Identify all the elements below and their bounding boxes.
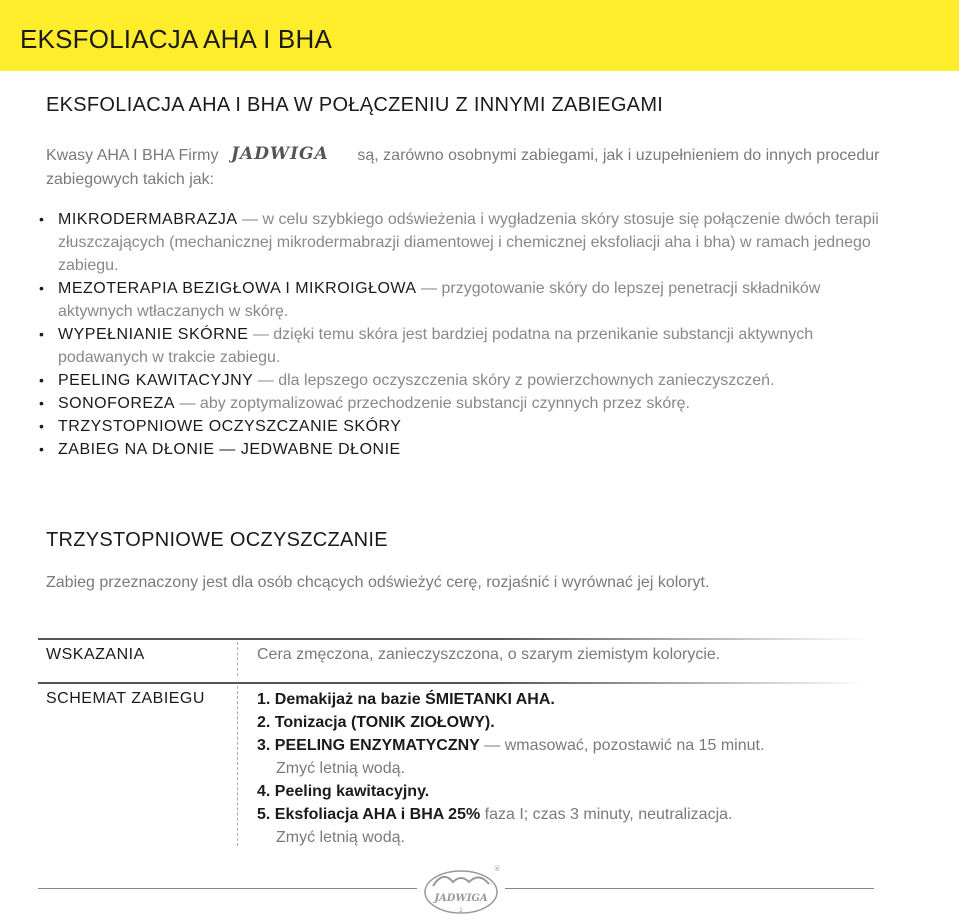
column-separator [237,642,238,676]
list-item [257,688,877,711]
bullet-icon: • [39,441,44,457]
table-middle-divider [38,682,868,684]
jadwiga-brand-logo [229,143,347,163]
treatment-description: aby zoptymalizować przechodzenie substancji czynnych przez skórę. [199,395,690,412]
list-item [257,803,877,849]
treatment-name: WYPEŁNIANIE SKÓRNE [58,326,249,343]
list-item [36,438,886,461]
jadwiga-footer-logo [417,862,505,917]
list-item [36,277,886,323]
list-item [36,415,886,438]
treatment-name: SONOFOREZA [58,395,176,412]
treatment-description-paragraph: Zabieg przeznaczony jest dla osób chcących odświeżyć cerę, rozjaśnić i wyrównać jej koloryt. [46,574,710,591]
dash-separator: — [242,211,259,228]
list-item [257,711,877,734]
list-item [257,780,877,803]
treatment-name: MEZOTERAPIA BEZIGŁOWA I MIKROIGŁOWA [58,280,417,297]
bullet-icon: • [39,395,44,411]
step-title: Tonizacja (TONIK ZIOŁOWY). [274,714,495,731]
dash-separator: — [179,395,196,412]
step-number: 5. [257,806,271,823]
page-title: EKSFOLIACJA AHA I BHA [20,24,332,54]
footer-logo-text: JADWIGA [434,893,488,904]
page-number: 2 [459,907,463,914]
treatment-list [36,208,886,461]
step-detail: faza I; czas 3 minuty, neutralizacja. [480,806,733,823]
section-title-cleansing: TRZYSTOPNIOWE OCZYSZCZANIE [46,529,388,551]
indications-label: WSKAZANIA [46,646,145,663]
dash-separator: — [252,326,269,343]
bullet-icon: • [39,211,44,227]
dash-separator: — [421,280,438,297]
treatment-name: TRZYSTOPNIOWE OCZYSZCZANIE SKÓRY [58,418,402,435]
step-number: 4. [257,783,271,800]
treatment-description: w celu szybkiego odświeżenia i wygładzenia skóry stosuje się połączenie dwóch terapii złuszczających (mechanicznej mikrodermabrazji diamentowej i chemicznej eksfoliacji aha i bha) w ramach jednego zabiegu. [58,211,879,274]
bullet-icon: • [39,326,44,342]
table-top-divider [38,638,868,640]
procedure-steps [257,688,877,849]
intro-text-before: Kwasy AHA I BHA Firmy [46,147,219,164]
bullet-icon: • [39,418,44,434]
header-banner [0,0,959,71]
step-title: Demakijaż na bazie ŚMIETANKI AHA. [274,691,555,708]
procedure-scheme-label: SCHEMAT ZABIEGU [46,690,205,707]
bullet-icon: • [39,280,44,296]
section-title-combinations: EKSFOLIACJA AHA I BHA W POŁĄCZENIU Z INNYMI ZABIEGAMI [46,94,664,116]
step-continuation: Zmyć letnią wodą. [276,760,405,777]
list-item [36,369,886,392]
step-detail: — wmasować, pozostawić na 15 minut. [479,737,765,754]
step-title: PEELING ENZYMATYCZNY [274,737,480,754]
list-item [36,323,886,369]
treatment-name: PEELING KAWITACYJNY [58,372,254,389]
step-continuation: Zmyć letnią wodą. [276,829,405,846]
dash-separator: — [257,372,274,389]
step-title: Peeling kawitacyjny. [274,783,430,800]
registered-mark: ® [493,865,501,873]
step-number: 3. [257,737,271,754]
step-title: Eksfoliacja AHA i BHA 25% [274,806,481,823]
treatment-description: przygotowanie skóry do lepszej penetracji składników aktywnych wtłaczanych w skórę. [58,280,821,320]
treatment-description: dla lepszego oczyszczenia skóry z powierzchownych zanieczyszczeń. [278,372,775,389]
step-number: 2. [257,714,271,731]
intro-paragraph [46,143,926,192]
brand-text: JADWIGA [230,144,329,163]
bullet-icon: • [39,372,44,388]
indications-value: Cera zmęczona, zanieczyszczona, o szarym ziemistym kolorycie. [257,646,721,663]
column-separator [237,686,238,846]
treatment-name: MIKRODERMABRAZJA [58,211,238,228]
treatment-description: dzięki temu skóra jest bardziej podatna na przenikanie substancji aktywnych podawanych w trakcie zabiegu. [58,326,814,366]
intro-text-after: są, zarówno osobnymi zabiegami, jak i uzupełnieniem do innych procedur zabiegowych takich jak: [46,147,880,188]
list-item [36,392,886,415]
list-item [257,734,877,780]
list-item [36,208,886,277]
treatment-name: ZABIEG NA DŁONIE — JEDWABNE DŁONIE [58,441,401,458]
step-number: 1. [257,691,271,708]
